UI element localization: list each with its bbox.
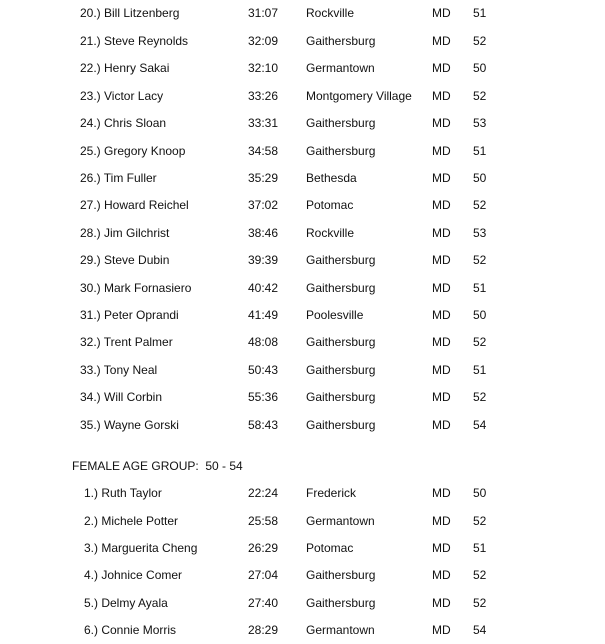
runner-age: 52 bbox=[473, 568, 487, 582]
runner-state: MD bbox=[432, 596, 451, 610]
runner-name: 23.) Victor Lacy bbox=[80, 89, 164, 103]
runner-city: Bethesda bbox=[306, 171, 357, 185]
runner-city: Poolesville bbox=[306, 308, 364, 322]
runner-city: Gaithersburg bbox=[306, 418, 376, 432]
runner-state: MD bbox=[432, 171, 451, 185]
runner-state: MD bbox=[432, 335, 451, 349]
finish-time: 32:09 bbox=[248, 34, 279, 48]
runner-state: MD bbox=[432, 144, 451, 158]
finish-time: 22:24 bbox=[248, 486, 279, 500]
runner-state: MD bbox=[432, 116, 451, 130]
result-row bbox=[0, 114, 605, 132]
runner-name: 6.) Connie Morris bbox=[84, 623, 177, 637]
result-row bbox=[0, 594, 605, 612]
runner-state: MD bbox=[432, 198, 451, 212]
runner-name: 2.) Michele Potter bbox=[84, 514, 179, 528]
result-row bbox=[0, 59, 605, 77]
runner-state: MD bbox=[432, 61, 451, 75]
result-row bbox=[0, 539, 605, 557]
result-row bbox=[0, 484, 605, 502]
result-row bbox=[0, 388, 605, 406]
result-row bbox=[0, 169, 605, 187]
runner-city: Frederick bbox=[306, 486, 357, 500]
finish-time: 32:10 bbox=[248, 61, 279, 75]
runner-age: 52 bbox=[473, 198, 487, 212]
runner-state: MD bbox=[432, 514, 451, 528]
runner-name: 31.) Peter Oprandi bbox=[80, 308, 179, 322]
runner-state: MD bbox=[432, 226, 451, 240]
finish-time: 35:29 bbox=[248, 171, 279, 185]
runner-age: 51 bbox=[473, 281, 487, 295]
runner-state: MD bbox=[432, 34, 451, 48]
result-row bbox=[0, 512, 605, 530]
runner-name: 33.) Tony Neal bbox=[80, 363, 158, 377]
runner-name: 35.) Wayne Gorski bbox=[80, 418, 179, 432]
runner-state: MD bbox=[432, 308, 451, 322]
runner-name: 32.) Trent Palmer bbox=[80, 335, 173, 349]
finish-time: 28:29 bbox=[248, 623, 279, 637]
runner-state: MD bbox=[432, 363, 451, 377]
result-row bbox=[0, 142, 605, 160]
runner-name: 26.) Tim Fuller bbox=[80, 171, 157, 185]
runner-age: 51 bbox=[473, 144, 487, 158]
runner-name: 30.) Mark Fornasiero bbox=[80, 281, 192, 295]
runner-age: 52 bbox=[473, 89, 487, 103]
finish-time: 50:43 bbox=[248, 363, 279, 377]
result-row bbox=[0, 621, 605, 639]
runner-city: Gaithersburg bbox=[306, 281, 376, 295]
runner-name: 3.) Marguerita Cheng bbox=[84, 541, 198, 555]
runner-city: Gaithersburg bbox=[306, 116, 376, 130]
runner-age: 53 bbox=[473, 116, 487, 130]
runner-city: Gaithersburg bbox=[306, 363, 376, 377]
finish-time: 31:07 bbox=[248, 6, 279, 20]
finish-time: 27:40 bbox=[248, 596, 279, 610]
runner-age: 50 bbox=[473, 171, 487, 185]
result-row bbox=[0, 4, 605, 22]
runner-city: Gaithersburg bbox=[306, 253, 376, 267]
runner-age: 52 bbox=[473, 335, 487, 349]
runner-age: 50 bbox=[473, 486, 487, 500]
runner-name: 5.) Delmy Ayala bbox=[84, 596, 168, 610]
runner-age: 50 bbox=[473, 61, 487, 75]
runner-city: Germantown bbox=[306, 623, 375, 637]
runner-age: 54 bbox=[473, 418, 487, 432]
finish-time: 39:39 bbox=[248, 253, 279, 267]
finish-time: 25:58 bbox=[248, 514, 279, 528]
runner-city: Montgomery Village bbox=[306, 89, 412, 103]
runner-age: 53 bbox=[473, 226, 487, 240]
runner-name: 29.) Steve Dubin bbox=[80, 253, 170, 267]
runner-name: 1.) Ruth Taylor bbox=[84, 486, 162, 500]
age-group-heading: FEMALE AGE GROUP: 50 - 54 bbox=[72, 459, 243, 473]
finish-time: 26:29 bbox=[248, 541, 279, 555]
result-row bbox=[0, 566, 605, 584]
runner-city: Gaithersburg bbox=[306, 335, 376, 349]
runner-age: 51 bbox=[473, 541, 487, 555]
runner-age: 52 bbox=[473, 596, 487, 610]
runner-state: MD bbox=[432, 6, 451, 20]
result-row bbox=[0, 224, 605, 242]
runner-city: Rockville bbox=[306, 6, 355, 20]
runner-age: 52 bbox=[473, 514, 487, 528]
runner-city: Germantown bbox=[306, 514, 375, 528]
runner-city: Gaithersburg bbox=[306, 144, 376, 158]
finish-time: 48:08 bbox=[248, 335, 279, 349]
finish-time: 34:58 bbox=[248, 144, 279, 158]
runner-age: 51 bbox=[473, 363, 487, 377]
runner-age: 54 bbox=[473, 623, 487, 637]
result-row bbox=[0, 361, 605, 379]
runner-name: 20.) Bill Litzenberg bbox=[80, 6, 180, 20]
runner-name: 27.) Howard Reichel bbox=[80, 198, 189, 212]
finish-time: 33:26 bbox=[248, 89, 279, 103]
finish-time: 37:02 bbox=[248, 198, 279, 212]
finish-time: 58:43 bbox=[248, 418, 279, 432]
runner-city: Potomac bbox=[306, 541, 354, 555]
runner-age: 50 bbox=[473, 308, 487, 322]
finish-time: 41:49 bbox=[248, 308, 279, 322]
result-row bbox=[0, 32, 605, 50]
finish-time: 27:04 bbox=[248, 568, 279, 582]
result-row bbox=[0, 306, 605, 324]
runner-name: 28.) Jim Gilchrist bbox=[80, 226, 170, 240]
runner-state: MD bbox=[432, 541, 451, 555]
runner-city: Germantown bbox=[306, 61, 375, 75]
result-row bbox=[0, 279, 605, 297]
runner-state: MD bbox=[432, 486, 451, 500]
runner-state: MD bbox=[432, 253, 451, 267]
result-row bbox=[0, 87, 605, 105]
runner-state: MD bbox=[432, 390, 451, 404]
finish-time: 55:36 bbox=[248, 390, 279, 404]
runner-state: MD bbox=[432, 89, 451, 103]
runner-city: Gaithersburg bbox=[306, 390, 376, 404]
result-row bbox=[0, 416, 605, 434]
runner-name: 22.) Henry Sakai bbox=[80, 61, 170, 75]
result-row bbox=[0, 196, 605, 214]
runner-name: 24.) Chris Sloan bbox=[80, 116, 167, 130]
runner-age: 52 bbox=[473, 390, 487, 404]
runner-city: Gaithersburg bbox=[306, 34, 376, 48]
runner-city: Gaithersburg bbox=[306, 568, 376, 582]
runner-city: Gaithersburg bbox=[306, 596, 376, 610]
runner-name: 21.) Steve Reynolds bbox=[80, 34, 189, 48]
runner-age: 52 bbox=[473, 34, 487, 48]
runner-name: 25.) Gregory Knoop bbox=[80, 144, 186, 158]
finish-time: 38:46 bbox=[248, 226, 279, 240]
result-row bbox=[0, 333, 605, 351]
finish-time: 40:42 bbox=[248, 281, 279, 295]
runner-name: 34.) Will Corbin bbox=[80, 390, 163, 404]
runner-age: 51 bbox=[473, 6, 487, 20]
runner-state: MD bbox=[432, 623, 451, 637]
runner-city: Rockville bbox=[306, 226, 355, 240]
runner-name: 4.) Johnice Comer bbox=[84, 568, 183, 582]
runner-city: Potomac bbox=[306, 198, 354, 212]
runner-age: 52 bbox=[473, 253, 487, 267]
result-row bbox=[0, 251, 605, 269]
runner-state: MD bbox=[432, 418, 451, 432]
runner-state: MD bbox=[432, 568, 451, 582]
runner-state: MD bbox=[432, 281, 451, 295]
finish-time: 33:31 bbox=[248, 116, 279, 130]
